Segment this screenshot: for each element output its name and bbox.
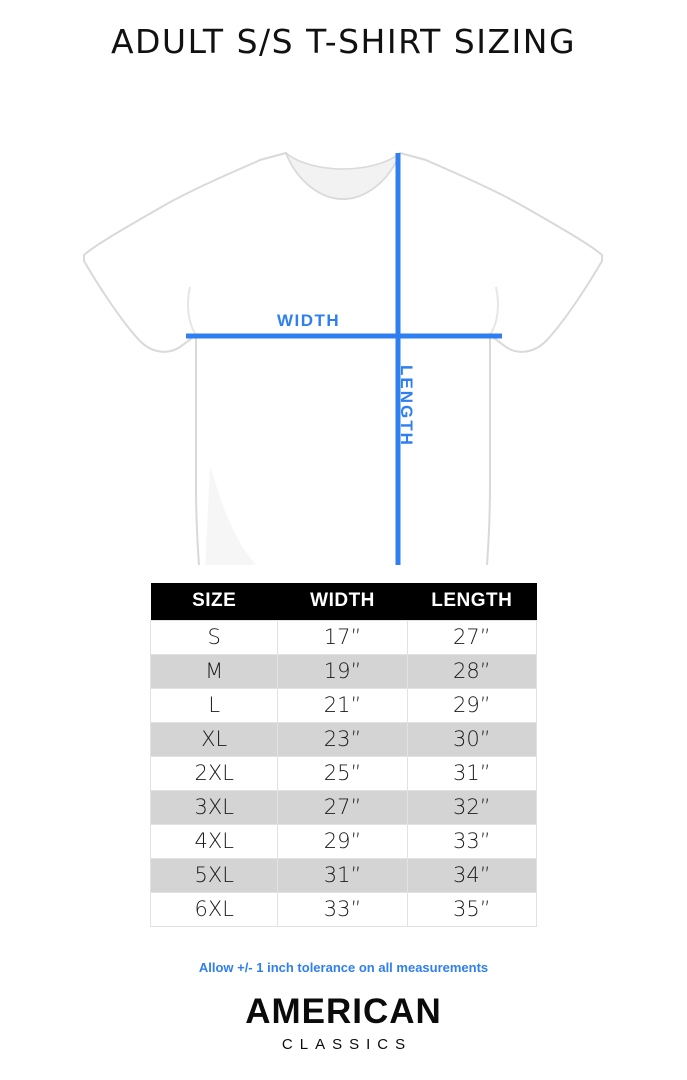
- cell-width: 19”: [278, 655, 407, 689]
- table-row: [151, 791, 537, 825]
- size-table: [150, 583, 537, 927]
- tolerance-note: Allow +/- 1 inch tolerance on all measurements: [198, 960, 489, 975]
- table-row: [151, 655, 537, 689]
- column-header-width: WIDTH: [278, 583, 407, 621]
- table-row: [151, 723, 537, 757]
- brand-name: AMERICAN: [245, 992, 442, 1031]
- cell-width: 29”: [278, 825, 407, 859]
- cell-size: 3XL: [151, 791, 278, 825]
- cell-width: 33”: [278, 893, 407, 927]
- table-row: [151, 825, 537, 859]
- cell-size: 2XL: [151, 757, 278, 791]
- cell-length: 32”: [407, 791, 536, 825]
- cell-length: 30”: [407, 723, 536, 757]
- table-row: [151, 893, 537, 927]
- cell-length: 29”: [407, 689, 536, 723]
- cell-width: 17”: [278, 621, 407, 655]
- cell-size: M: [151, 655, 278, 689]
- cell-width: 27”: [278, 791, 407, 825]
- cell-length: 28”: [407, 655, 536, 689]
- cell-width: 25”: [278, 757, 407, 791]
- cell-width: 21”: [278, 689, 407, 723]
- cell-length: 33”: [407, 825, 536, 859]
- table-row: [151, 859, 537, 893]
- column-header-length: LENGTH: [407, 583, 536, 621]
- cell-width: 31”: [278, 859, 407, 893]
- cell-size: 4XL: [151, 825, 278, 859]
- brand-logo: [0, 992, 687, 1053]
- table-row: [151, 757, 537, 791]
- page-title: ADULT S/S T-SHIRT SIZING: [110, 22, 577, 61]
- cell-length: 35”: [407, 893, 536, 927]
- length-label: LENGTH: [397, 365, 416, 447]
- size-table-container: [150, 583, 537, 927]
- tshirt-illustration: [0, 65, 687, 565]
- cell-length: 27”: [407, 621, 536, 655]
- cell-size: 6XL: [151, 893, 278, 927]
- cell-length: 31”: [407, 757, 536, 791]
- table-row: [151, 689, 537, 723]
- cell-width: 23”: [278, 723, 407, 757]
- width-label: WIDTH: [277, 311, 341, 330]
- table-row: [151, 621, 537, 655]
- cell-size: 5XL: [151, 859, 278, 893]
- brand-subtitle: CLASSICS: [281, 1036, 413, 1053]
- cell-size: XL: [151, 723, 278, 757]
- cell-size: S: [151, 621, 278, 655]
- cell-length: 34”: [407, 859, 536, 893]
- table-header-row: [151, 583, 537, 621]
- column-header-size: SIZE: [151, 583, 278, 621]
- cell-size: L: [151, 689, 278, 723]
- shirt-diagram: [0, 65, 687, 565]
